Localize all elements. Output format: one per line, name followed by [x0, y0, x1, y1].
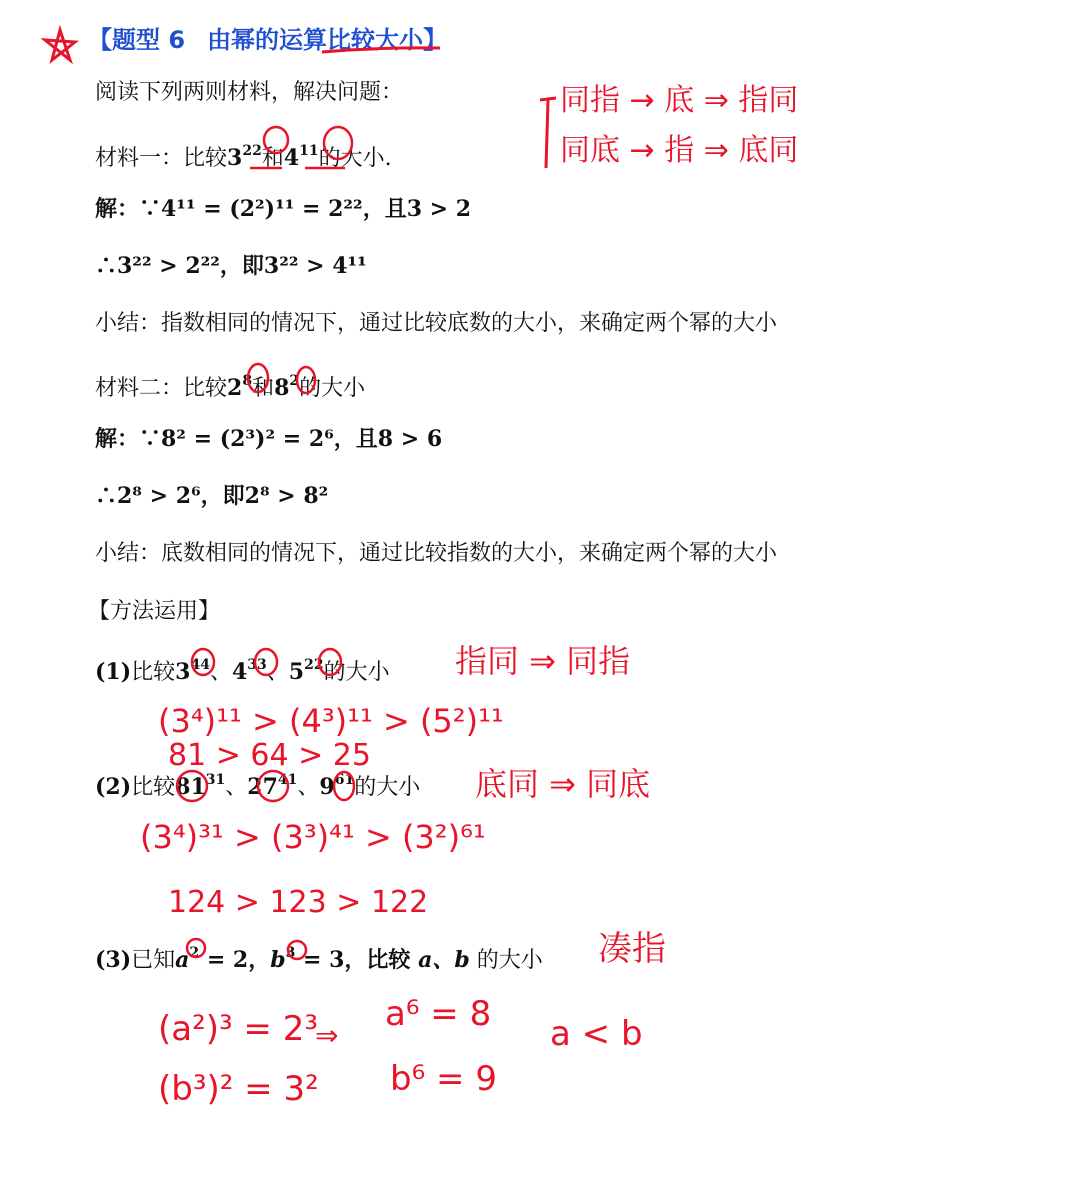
separator: 、	[297, 775, 320, 800]
method-heading: 【方法运用】	[88, 599, 221, 624]
material2-term-b: $8^2$	[274, 373, 300, 401]
problem-2-term-2: $27^{41}$	[247, 772, 298, 800]
material1-suffix: 的大小.	[318, 146, 392, 171]
problem-2-suffix: 的大小	[354, 775, 421, 800]
star-mark-icon	[45, 30, 75, 60]
intro-text: 阅读下列两则材料，解决问题：	[95, 80, 404, 105]
problem-3-prefix: 已知	[131, 948, 176, 973]
p3-work-1: (a²)³ = 2³	[158, 1009, 318, 1049]
problem-1-term-2: $4^{33}$	[231, 657, 267, 685]
p1-work-1: (3⁴)¹¹ > (4³)¹¹ > (5²)¹¹	[158, 702, 504, 740]
problem-3-number: (3)	[95, 947, 132, 973]
title-bracket-left: 【	[88, 26, 112, 54]
section-title	[88, 20, 447, 55]
problem-1-number: (1)	[95, 659, 132, 685]
p1-work-2: 81 > 64 > 25	[168, 738, 371, 773]
problem-1-suffix: 的大小	[323, 660, 390, 685]
material1-term-a: $3^{22}$	[227, 143, 262, 171]
separator: 、	[225, 775, 248, 800]
p3-work-4: b⁶ = 9	[390, 1059, 497, 1099]
material1-and: 和	[261, 146, 284, 171]
p2-work-1: (3⁴)³¹ > (3³)⁴¹ > (3²)⁶¹	[140, 818, 486, 856]
note-same-base: 同底 → 指 ⇒ 底同	[560, 133, 799, 168]
p2-work-2: 124 > 123 > 122	[168, 885, 429, 920]
problem-3-eq1: = 2，	[199, 947, 271, 973]
problem-1	[95, 655, 390, 686]
problem-2-prefix: 比较	[131, 775, 176, 800]
separator: 、	[266, 660, 289, 685]
material2-solution-2: ∴2⁸ > 2⁶，即2⁸ > 8²	[95, 483, 329, 509]
p3-work-3: a⁶ = 8	[385, 994, 492, 1034]
material2-prefix: 材料二：比较	[95, 376, 228, 401]
material2-line	[95, 366, 365, 404]
p3-note: 凑指	[598, 929, 666, 969]
title-topic: 由幂的运算比较大小	[207, 26, 424, 54]
bracket-mark	[540, 98, 556, 168]
material2-summary: 小结：底数相同的情况下，通过比较指数的大小，来确定两个幂的大小	[95, 541, 778, 566]
problem-3-b: $b^3$	[270, 945, 296, 973]
material1-summary: 小结：指数相同的情况下，通过比较底数的大小，来确定两个幂的大小	[95, 311, 778, 336]
problem-2	[95, 770, 420, 801]
problem-1-prefix: 比较	[131, 660, 176, 685]
material1-solution-2: ∴3²² > 2²²，即3²² > 4¹¹	[95, 253, 367, 279]
p1-note: 指同 ⇒ 同指	[455, 642, 631, 680]
separator: 、	[209, 660, 232, 685]
problem-3	[95, 943, 543, 974]
p2-note: 底同 ⇒ 同底	[475, 765, 651, 803]
p3-answer: a < b	[550, 1014, 643, 1054]
p3-work-2: (b³)² = 3²	[158, 1069, 319, 1109]
problem-3-vars: a、b	[418, 947, 470, 973]
problem-2-term-3: $9^{61}$	[319, 772, 355, 800]
note-same-exponent: 同指 → 底 ⇒ 指同	[560, 83, 799, 118]
problem-1-term-1: $3^{44}$	[175, 657, 210, 685]
title-label: 题型 6	[112, 26, 186, 54]
problem-1-term-3: $5^{22}$	[288, 657, 324, 685]
p3-implies: ⇒	[315, 1019, 339, 1052]
material1-line	[95, 136, 392, 174]
material2-suffix: 的大小	[299, 376, 366, 401]
problem-2-term-1: $81^{31}$	[175, 772, 226, 800]
material1-solution-1: 解：∵4¹¹ = (2²)¹¹ = 2²²，且3 > 2	[95, 196, 472, 222]
problem-3-suffix: 的大小	[469, 948, 543, 973]
material2-solution-1: 解：∵8² = (2³)² = 2⁶，且8 > 6	[95, 426, 443, 452]
problem-2-number: (2)	[95, 774, 132, 800]
problem-3-a: $a^2$	[175, 945, 200, 973]
title-bracket-right: 】	[423, 26, 448, 54]
material2-term-a: $2^8$	[227, 373, 253, 401]
material2-and: 和	[252, 376, 275, 401]
problem-3-eq2: = 3，比较	[295, 947, 419, 973]
material1-prefix: 材料一：比较	[95, 146, 228, 171]
material1-term-b: $4^{11}$	[283, 143, 319, 171]
